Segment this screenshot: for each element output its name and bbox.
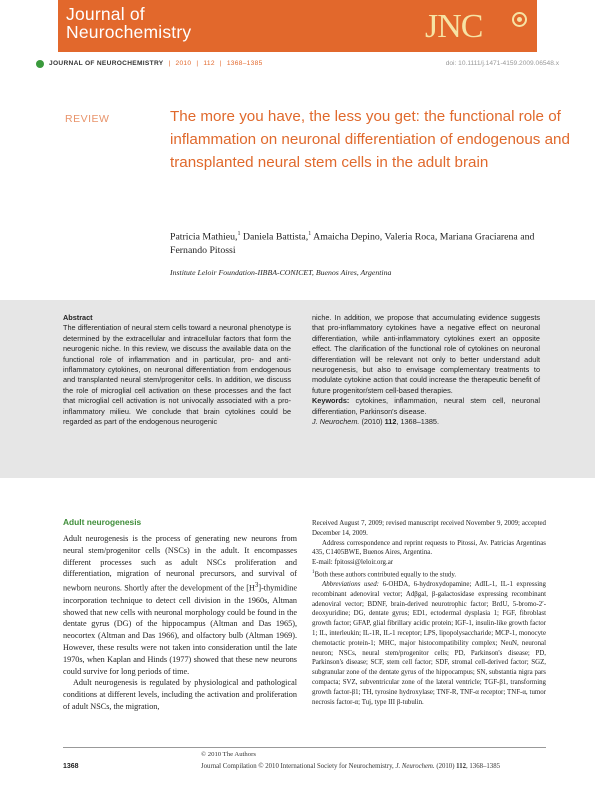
citation-year: (2010) — [361, 417, 383, 427]
author-name: Amaicha Depino, Valeria Roca, Mariana Graciarena and Fernando Pitossi — [170, 231, 535, 256]
compilation-volume: 112 — [456, 763, 466, 770]
abstract-heading: Abstract — [63, 313, 93, 322]
abstract-text-left: The differentiation of neural stem cells toward a neuronal phenotype is determined by the extracellular and intracellular factors that form the neurogenic niche. In this review, we discuss the available data on the functional role of inflammation and in particular, pro- and anti-inflammatory cytokines, on neuronal differentiation from endogenous and transplanted neural stem/progenitor cells. In addition, we discuss the role of microglial cell activation on these processes and the fact that microglial cell activation is not univocally associated with a pro-inflammatory milieu. We conclude that brain cytokines could be regarded as part of the endogenous neurogenic — [63, 323, 291, 427]
compilation-year: (2010) — [434, 763, 457, 770]
journal-year: 2010 — [175, 60, 192, 67]
notes-column — [312, 519, 546, 707]
citation — [312, 417, 439, 426]
author-name: Daniela Battista, — [242, 231, 309, 243]
abstract-text-right: niche. In addition, we propose that accumulating evidence suggests that pro-inflammatory cytokines have a negative effect on neuronal differentiation, while anti-inflammatory cytokines exert an opposite effect. The clarification of the functional role of cytokines on neuronal differentiation will be relevant not only to better understand adult neurogenesis, but also to envisage complementary treatments to modulate cytokine action that could increase the therapeutic benefit of future progenitor/stem cell-based therapies. — [312, 313, 540, 395]
abbreviations-label: Abbreviations used: — [322, 581, 379, 589]
footnote — [312, 568, 546, 580]
author-footnote-mark: 1 — [308, 231, 312, 237]
footnote-mark: 1 — [312, 569, 315, 575]
compilation-journal: J. Neurochem. — [395, 763, 435, 770]
citation-journal: J. Neurochem. — [312, 417, 360, 427]
footnote-text: Both these authors contributed equally to the study. — [314, 571, 457, 579]
journal-volume: 112 — [203, 60, 215, 67]
journal-citation-line: JOURNAL OF NEUROCHEMISTRY | 2010 | 112 | 1368–1385 — [49, 60, 263, 67]
citation-volume: 112 — [384, 417, 397, 427]
green-dot-icon — [36, 60, 44, 68]
journal-compilation — [201, 763, 500, 770]
doi-link[interactable]: doi: 10.1111/j.1471-4159.2009.06548.x — [445, 60, 559, 67]
journal-name: Journal of Neurochemistry — [66, 4, 192, 42]
correspondence: Address correspondence and reprint requests to Pitossi, Av. Patricias Argentinas 435, C1405BWE, Buenos Aires, Argentina. — [312, 539, 546, 557]
received-dates: Received August 7, 2009; revised manuscript received November 9, 2009; accepted December 14, 2009. — [312, 520, 546, 537]
journal-label: JOURNAL OF NEUROCHEMISTRY — [49, 60, 164, 67]
email[interactable]: E-mail: fpitossi@leloir.org.ar — [312, 559, 394, 567]
footer-divider — [63, 747, 546, 748]
author-footnote-mark: 1 — [237, 231, 241, 237]
body-text: ]-thymidine incorporation technique to detect cell division in the 1960s, Altman showed that new cells with neuronal morphology could be found in the dentate gyrus (DG) of the hippocampus (Altman and Das 1965), neocortex (Altman and Das 1966), and olfactory bulb (Altman 1969). However, these results were not taken into consideration until the late 1970s, when Kaplan and Hinds (1977) showed that these new neurons could survive for long periods of time. — [63, 583, 297, 676]
abstract-column-left — [63, 313, 291, 427]
section-heading: Adult neurogenesis — [63, 517, 142, 527]
journal-meta-line — [36, 58, 559, 70]
affiliation: Institute Leloir Foundation-IIBBA-CONICET, Buenos Aires, Argentina — [170, 268, 392, 277]
abbreviations-text: 6-OHDA, 6-hydroxydopamine; AdIL-1, IL-1 expressing recombinant adenoviral vector; Adβgal, β-galactosidase expressing recombinant adenoviral vector; BDNF, brain-derived neurotrophic factor; BrdU, 5-bromo-2′-deoxyuridine; DG, dentate gyrus; ED1, ectodermal dysplasia 1; FGF, fibroblast growth factor; GFAP, glial fibrillary acidic protein; IGF-1, insulin-like growth factor 1; IL, interleukin; IL-1R, IL-1 receptor; LPS, lipopolysaccharide; MCP-1, monocyte chemotactic protein-1; MHC, major histocompatibility complex; NeuN, neuronal neuron; NSCs, neural stem/progenitor cells; PD, Parkinson's disease; PD, Parkinson's disease; SCF, stem cell factor; SDF, stromal cell-derived factor; SGZ, subgranular zone of the dentate gyrus of the hippocampus; SN, substantia nigra pars compacta; SVZ, subventricular zone of the lateral ventricle; TGF-β1, transforming growth factor-β1; TH, tyrosine hydroxylase; TNF-R, TNF-α receptor; TNF-α, tumor necrosis factor-α; Tuj, type III β-tubulin. — [312, 581, 546, 706]
body-paragraph: Adult neurogenesis is regulated by physiological and pathological conditions at different levels, including the activation and proliferation of adult NSCs, the migration, — [63, 678, 297, 711]
copyright: © 2010 The Authors — [201, 751, 256, 758]
abstract-column-right — [312, 313, 540, 427]
logo-mark-icon — [512, 12, 527, 27]
keywords-label: Keywords: — [312, 396, 350, 406]
compilation-pages: , 1368–1385 — [466, 763, 500, 770]
body-column-left — [63, 533, 297, 713]
superscript: 3 — [254, 582, 259, 590]
jnc-logo: JNC — [425, 8, 483, 45]
author-list — [170, 228, 565, 257]
body-text: Adult neurogenesis is the process of generating new neurons from neural stem/progenitor cells (NSCs) in the adult. It encompasses different processes such as adult NSCs proliferation and differentiation, migration of neuronal precursors, and survival of newborn neurons. Shortly after the development of the [H — [63, 534, 297, 593]
citation-pages: , 1368–1385. — [396, 417, 439, 427]
page-number: 1368 — [63, 763, 79, 770]
author-name: Patricia Mathieu, — [170, 231, 238, 243]
article-title: The more you have, the less you get: the functional role of inflammation on neuronal differentiation of endogenous and transplanted neural stem cells in the adult brain — [170, 108, 570, 171]
body-paragraph — [63, 533, 297, 677]
keywords: cytokines, inflammation, neural stem cell, neuronal differentiation, Parkinson's disease. — [312, 396, 540, 416]
section-label: REVIEW — [65, 113, 110, 125]
compilation-text: Journal Compilation © 2010 International Society for Neurochemistry, — [201, 763, 396, 770]
abbreviations — [312, 580, 546, 707]
journal-pages: 1368–1385 — [226, 60, 263, 67]
